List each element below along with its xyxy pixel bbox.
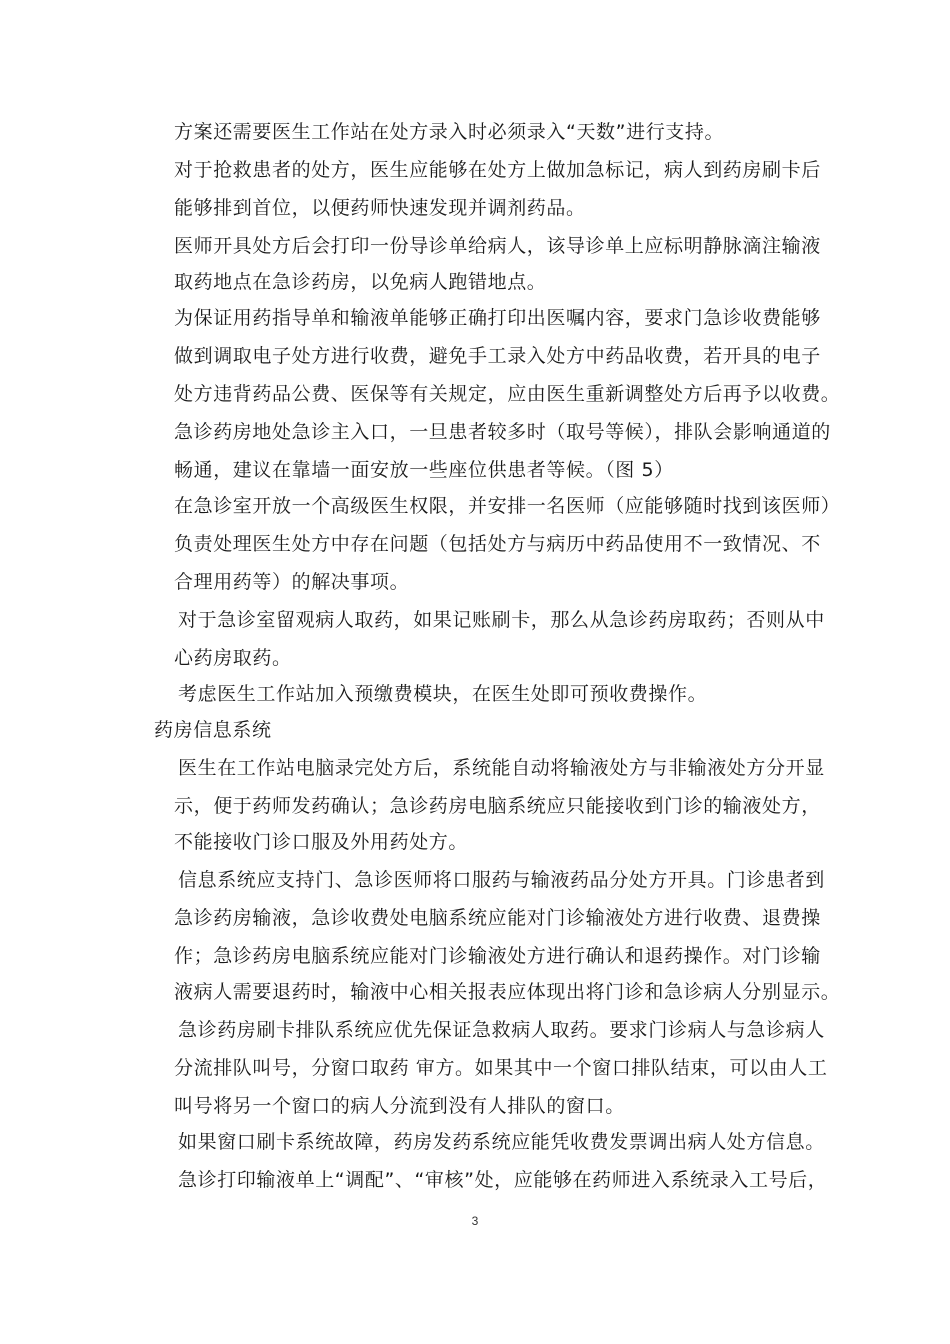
text-line: 医师开具处方后会打印一份导诊单给病人，该导诊单上应标明静脉滴注输液 xyxy=(174,235,821,257)
text-line: 如果窗口刷卡系统故障，药房发药系统应能凭收费发票调出病人处方信息。 xyxy=(178,1131,825,1153)
text-line: 作；急诊药房电脑系统应能对门诊输液处方进行确认和退药操作。对门诊输 xyxy=(174,945,821,967)
text-line: 急诊药房地处急诊主入口，一旦患者较多时（取号等候），排队会影响通道的 xyxy=(174,421,831,443)
text-line: 液病人需要退药时，输液中心相关报表应体现出将门诊和急诊病人分别显示。 xyxy=(174,981,841,1003)
text-line: 畅通，建议在靠墙一面安放一些座位供患者等候。（图 5） xyxy=(174,459,674,481)
text-line: 对于急诊室留观病人取药，如果记账刷卡，那么从急诊药房取药；否则从中 xyxy=(178,609,825,631)
text-line: 对于抢救患者的处方，医生应能够在处方上做加急标记，病人到药房刷卡后 xyxy=(174,159,821,181)
text-line: 急诊药房刷卡排队系统应优先保证急救病人取药。要求门诊病人与急诊病人 xyxy=(178,1019,825,1041)
text-line: 方案还需要医生工作站在处方录入时必须录入“天数”进行支持。 xyxy=(174,121,725,143)
text-line: 叫号将另一个窗口的病人分流到没有人排队的窗口。 xyxy=(174,1095,625,1117)
text-line: 在急诊室开放一个高级医生权限，并安排一名医师（应能够随时找到该医师） xyxy=(174,495,841,517)
text-line: 负责处理医生处方中存在问题（包括处方与病历中药品使用不一致情况、不 xyxy=(174,533,821,555)
text-line: 能够排到首位，以便药师快速发现并调剂药品。 xyxy=(174,197,586,219)
text-line: 信息系统应支持门、急诊医师将口服药与输液药品分处方开具。门诊患者到 xyxy=(178,869,825,891)
text-line: 取药地点在急诊药房，以免病人跑错地点。 xyxy=(174,271,547,293)
text-line: 处方违背药品公费、医保等有关规定，应由医生重新调整处方后再予以收费。 xyxy=(174,383,841,405)
text-line: 急诊药房输液，急诊收费处电脑系统应能对门诊输液处方进行收费、退费操 xyxy=(174,907,821,929)
text-line: 分流排队叫号，分窗口取药 审方。如果其中一个窗口排队结束，可以由人工 xyxy=(174,1057,828,1079)
page-number: 3 xyxy=(471,1214,479,1228)
text-line: 急诊打印输液单上“调配”、“审核”处，应能够在药师进入系统录入工号后， xyxy=(178,1169,828,1191)
text-line: 心药房取药。 xyxy=(174,647,292,669)
text-line: 做到调取电子处方进行收费，避免手工录入处方中药品收费，若开具的电子 xyxy=(174,345,821,367)
text-line: 不能接收门诊口服及外用药处方。 xyxy=(174,831,469,853)
text-line: 为保证用药指导单和输液单能够正确打印出医嘱内容，要求门急诊收费能够 xyxy=(174,307,821,329)
text-line: 合理用药等）的解决事项。 xyxy=(174,571,410,593)
text-line: 医生在工作站电脑录完处方后，系统能自动将输液处方与非输液处方分开显 xyxy=(178,757,825,779)
section-heading: 药房信息系统 xyxy=(154,719,272,741)
text-line: 考虑医生工作站加入预缴费模块，在医生处即可预收费操作。 xyxy=(178,683,708,705)
text-line: 示，便于药师发药确认；急诊药房电脑系统应只能接收到门诊的输液处方， xyxy=(174,795,821,817)
